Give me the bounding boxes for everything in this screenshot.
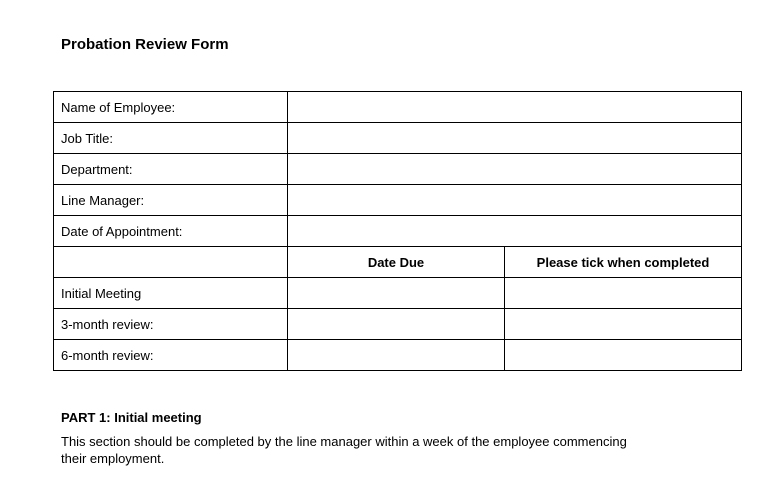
- department-field[interactable]: [288, 154, 742, 185]
- table-row: [54, 154, 742, 185]
- initial-meeting-tick-field[interactable]: [505, 278, 742, 309]
- table-row: [54, 278, 742, 309]
- employee-name-field[interactable]: [288, 92, 742, 123]
- initial-meeting-date-field[interactable]: [288, 278, 505, 309]
- table-row: [54, 92, 742, 123]
- table-row: [54, 216, 742, 247]
- three-month-review-date-field[interactable]: [288, 309, 505, 340]
- table-row: [54, 340, 742, 371]
- department-label: Department:: [54, 154, 288, 185]
- empty-header-cell: [54, 247, 288, 278]
- line-manager-label: Line Manager:: [54, 185, 288, 216]
- job-title-label: Job Title:: [54, 123, 288, 154]
- six-month-review-tick-field[interactable]: [505, 340, 742, 371]
- completed-header: Please tick when completed: [505, 247, 742, 278]
- six-month-review-label: 6-month review:: [54, 340, 288, 371]
- six-month-review-date-field[interactable]: [288, 340, 505, 371]
- part1-body: [61, 433, 661, 467]
- line-manager-field[interactable]: [288, 185, 742, 216]
- employee-name-label: Name of Employee:: [54, 92, 288, 123]
- date-of-appointment-field[interactable]: [288, 216, 742, 247]
- job-title-field[interactable]: [288, 123, 742, 154]
- date-of-appointment-label: Date of Appointment:: [54, 216, 288, 247]
- initial-meeting-label: Initial Meeting: [54, 278, 288, 309]
- probation-details-table: [53, 91, 742, 371]
- part1-body-line: their employment.: [61, 451, 165, 466]
- three-month-review-label: 3-month review:: [54, 309, 288, 340]
- part1-heading: PART 1: Initial meeting: [61, 410, 202, 425]
- three-month-review-tick-field[interactable]: [505, 309, 742, 340]
- table-header-row: [54, 247, 742, 278]
- date-due-header: Date Due: [288, 247, 505, 278]
- table-row: [54, 309, 742, 340]
- table-row: [54, 123, 742, 154]
- form-title: Probation Review Form: [61, 36, 229, 53]
- part1-body-line: This section should be completed by the line manager within a week of the employee commencing: [61, 434, 627, 449]
- table-row: [54, 185, 742, 216]
